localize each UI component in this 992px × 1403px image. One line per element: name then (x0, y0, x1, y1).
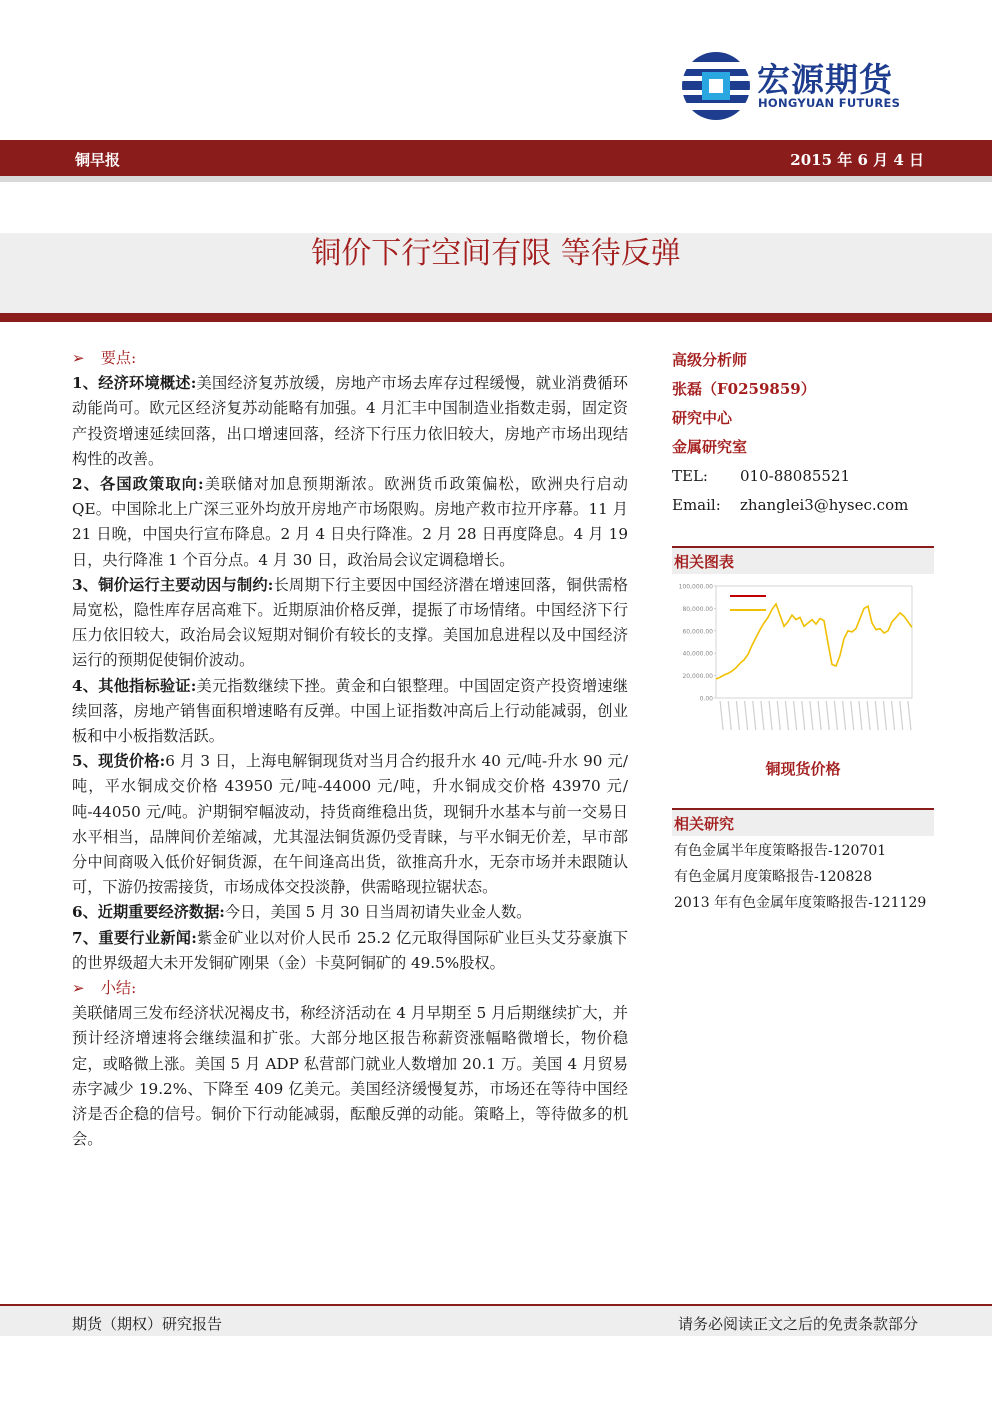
title-divider (0, 313, 992, 322)
x-tick (834, 701, 837, 730)
analyst-title: 高级分析师 (672, 351, 748, 369)
tel-row (672, 462, 934, 491)
main-content (72, 346, 628, 1153)
y-tick-label: 100,000.00 (678, 583, 713, 591)
sub-department: 金属研究室 (672, 438, 748, 456)
key-point-item (72, 573, 628, 674)
related-research-title: 相关研究 (674, 815, 735, 833)
research-item[interactable]: 有色金属月度策略报告-120828 (674, 869, 873, 885)
x-tick (900, 701, 903, 730)
email-row (672, 491, 934, 520)
x-tick (875, 701, 878, 730)
research-list (674, 838, 926, 916)
summary-heading: ➢ 小结: (72, 979, 137, 998)
chart-caption: 铜现货价格 (765, 760, 841, 778)
item-label: 4、其他指标验证: (72, 676, 197, 695)
footer (0, 1304, 992, 1336)
item-label: 7、重要行业新闻: (72, 928, 197, 947)
arrow-bullet-icon: ➢ (72, 349, 85, 367)
chart-svg (672, 578, 934, 738)
item-text: 长周期下行主要因中国经济潜在增速回落，铜供需格局宽松，隐性库存居高难下。近期原油价格反弹，提振了市场情绪。中国经济下行压力依旧较大，政治局会议短期对铜价有较长的支撑。美国加息进程以及中国经济运行的预期促使铜价波动。 (72, 575, 628, 670)
x-tick (826, 701, 829, 730)
item-label: 1、经济环境概述: (72, 374, 197, 393)
x-tick (802, 701, 805, 730)
item-label: 6、近期重要经济数据: (72, 903, 225, 922)
department: 研究中心 (672, 409, 733, 427)
research-item[interactable]: 2013 年有色金属年度策略报告-121129 (674, 895, 927, 911)
hongyuan-logo-icon (680, 50, 752, 122)
x-tick (761, 701, 764, 730)
report-type: 铜早报 (75, 151, 121, 169)
y-tick-label: 80,000.00 (682, 605, 713, 613)
item-label: 2、各国政策取向: (72, 475, 204, 494)
x-tick (785, 701, 788, 730)
tel-value: 010-88085521 (740, 467, 851, 485)
key-point-item (72, 926, 628, 976)
item-text: 美国经济复苏放缓，房地产市场去库存过程缓慢，就业消费循环动能尚可。欧元区经济复苏动能略有加强。4 月汇丰中国制造业指数走弱，固定资产投资增速延续回落，出口增速回落，经济下行压力依旧较大，房地产市场出现结构性的改善。 (72, 374, 628, 468)
x-tick (720, 701, 723, 730)
x-tick (892, 701, 895, 730)
analyst-name: 张磊（F0259859） (672, 380, 816, 398)
y-tick-label: 40,000.00 (682, 650, 713, 658)
key-point-item (72, 472, 628, 573)
y-tick-label: 60,000.00 (682, 628, 713, 636)
email-label: Email: (672, 496, 721, 514)
analyst-info (672, 346, 934, 520)
research-item[interactable]: 有色金属半年度策略报告-120701 (674, 843, 887, 859)
item-text: 今日，美国 5 月 30 日当周初请失业金人数。 (224, 903, 532, 922)
footer-left: 期货（期权）研究报告 (72, 1315, 223, 1333)
logo-name-cn: 宏源期货 (757, 60, 893, 99)
key-point-item (72, 749, 628, 900)
item-label: 3、铜价运行主要动因与制约: (72, 575, 274, 594)
item-label: 5、现货价格: (72, 752, 166, 771)
x-tick (908, 701, 911, 730)
related-charts-header (672, 546, 934, 574)
key-point-item (72, 371, 628, 472)
company-logo (680, 50, 930, 122)
x-tick (859, 701, 862, 730)
y-tick-label: 20,000.00 (682, 673, 713, 681)
x-tick (745, 701, 748, 730)
related-charts-title: 相关图表 (674, 553, 735, 571)
x-tick (728, 701, 731, 730)
plot-area (716, 586, 912, 698)
header-band (0, 140, 992, 176)
key-points-heading: ➢ 要点: (72, 349, 137, 367)
x-tick (769, 701, 772, 730)
item-text: 美元指数继续下挫。黄金和白银整理。中国固定资产投资增速继续回落，房地产销售面积增速略有反弹。中国上证指数冲高后上行动能减弱，创业板和中小板指数活跃。 (72, 676, 628, 746)
footer-disclaimer-note: 请务必阅读正文之后的免责条款部分 (677, 1315, 918, 1333)
header-divider (0, 176, 992, 182)
email-value[interactable]: zhanglei3@hysec.com (740, 496, 909, 514)
x-tick (736, 701, 739, 730)
key-point-item (72, 900, 628, 925)
x-tick (883, 701, 886, 730)
item-text: 6 月 3 日，上海电解铜现货对当月合约报升水 40 元/吨-升水 90 元/吨，平水铜成交价格 43950 元/吨-44000 元/吨，升水铜成交价格 43970 元/吨-44050 元/吨。沪期铜窄幅波动，持货商维稳出货，现铜升水基本与前一交易日水平相当，品牌间价差缩减，尤其湿法铜货源仍受青睐，与平水铜无价差，早市部分中间商吸入低价好铜货源，在午间逢高出货，欲推高升水，无奈市场并未跟随认可，下游仍按需接货，市场成体交投淡静，供需略现拉锯状态。 (72, 752, 628, 897)
x-tick (810, 701, 813, 730)
tel-label: TEL: (672, 467, 708, 485)
arrow-bullet-icon: ➢ (72, 979, 85, 998)
logo-name-en: HONGYUAN FUTURES (758, 96, 901, 110)
x-tick (818, 701, 821, 730)
x-tick (843, 701, 846, 730)
x-tick (851, 701, 854, 730)
related-research-header (672, 808, 934, 836)
x-tick (867, 701, 870, 730)
x-tick (794, 701, 797, 730)
summary-text: 美联储周三发布经济状况褐皮书，称经济活动在 4 月早期至 5 月后期继续扩大，并预计经济增速将会继续温和扩张。大部分地区报告称薪资涨幅略微增长，物价稳定，或略微上涨。美国 5 月 ADP 私营部门就业人数增加 20.1 万。美国 4 月贸易赤字减少 19.2%、下降至 409 亿美元。美国经济缓慢复苏，市场还在等待中国经济是否企稳的信号。铜价下行动能减弱，酝酿反弹的动能。策略上，等待做多的机会。 (72, 1004, 628, 1149)
item-text: 美联储对加息预期渐浓。欧洲货币政策偏松，欧洲央行启动 QE。中国除北上广深三亚外均放开房地产市场限购。房地产救市拉开序幕。11 月 21 日晚，中国央行宣布降息。2 月 4 日央行降准。2 月 28 日再度降息。4 月 19 日，央行降准 1 个百分点。4 月 30 日，政治局会议定调稳增长。 (72, 475, 628, 569)
key-point-item (72, 674, 628, 750)
page-title: 铜价下行空间有限 等待反弹 (311, 236, 681, 271)
report-date: 2015 年 6 月 4 日 (790, 151, 924, 169)
y-tick-label: 0.00 (699, 695, 713, 703)
sidebar (672, 346, 934, 911)
x-tick (753, 701, 756, 730)
copper-price-chart (672, 578, 934, 738)
x-tick (777, 701, 780, 730)
item-text: 紫金矿业以对价人民币 25.2 亿元取得国际矿业巨头艾芬豪旗下的世界级超大未开发铜矿刚果（金）卡莫阿铜矿的 49.5%股权。 (72, 928, 628, 972)
title-block (0, 233, 992, 313)
